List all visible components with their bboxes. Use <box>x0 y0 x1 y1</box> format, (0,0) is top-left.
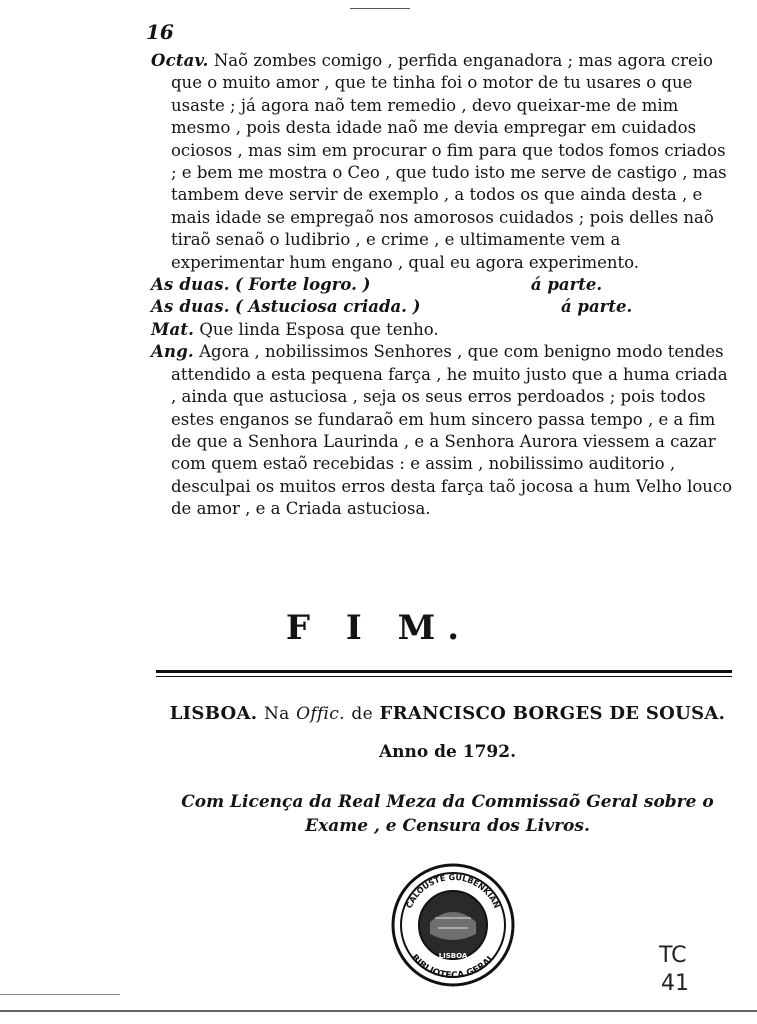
speech-as-duas-1 <box>151 274 736 296</box>
speech-octav <box>151 50 736 274</box>
divider-thin <box>156 676 732 677</box>
divider-thick <box>156 670 732 673</box>
library-stamp-seal <box>390 862 516 988</box>
speech-text: Agora , nobilissimos Senhores , que com benigno modo tendes attendido a esta pequena farça , he muito justo que a huma criada , ainda que astuciosa , seja os seus erros perdoados ; pois todos estes enganos se fundaraõ em hum sincero passa tempo , e a fim de que a Senhora Laurinda , e a Senhora Aurora viessem a cazar com quem estaõ recebidas : e assim , nobilissimo auditorio , desculpai os muitos erros desta farça taõ jocosa a hum Velho louco de amor , e a Criada astuciosa. <box>171 342 733 519</box>
imprint-de: de <box>351 704 373 724</box>
speech-text: ( Forte logro. ) <box>234 275 371 295</box>
stage-direction: á parte. <box>530 275 603 295</box>
page-bottom-edge <box>0 1010 757 1012</box>
stamp-bottom-text: BIBLIOTECA GERAL <box>408 953 498 982</box>
speaker-name: As duas. <box>151 275 230 295</box>
speaker-name: Octav. <box>151 51 209 70</box>
imprint-printer: FRANCISCO BORGES DE SOUSA. <box>379 703 726 724</box>
stamp-top-text: CALOUSTE GULBENKIAN <box>404 872 502 910</box>
imprint-offc: Offic. <box>296 704 345 724</box>
speech-mat <box>151 319 736 341</box>
speech-text: ( Astuciosa criada. ) <box>234 297 421 317</box>
fim-heading: F I M. <box>285 608 472 648</box>
speech-as-duas-2 <box>151 296 736 318</box>
speaker-name: As duas. <box>151 297 230 317</box>
shelfmark-line-2: 41 <box>661 971 689 996</box>
imprint-year: Anno de 1792. <box>378 742 517 762</box>
shelfmark <box>651 938 701 998</box>
top-edge-mark <box>350 0 410 9</box>
stamp-center-text: LISBOA <box>438 952 468 960</box>
edge-scan-mark <box>0 994 120 995</box>
page-number: 16 <box>146 20 174 44</box>
speaker-name: Ang. <box>151 342 194 362</box>
imprint-license: Com Licença da Real Meza da Commissaõ Geral sobre o Exame , e Censura dos Livros. <box>181 792 714 836</box>
speech-ang <box>151 341 736 520</box>
speech-text: Naõ zombes comigo , perfida enganadora ; mas agora creio que o muito amor , que te tinha foi o motor de tu usares o que usaste ; já agora naõ tem remedio , devo queixar-me de mim mesmo , pois desta idade naõ me devia empregar em cuidados ociosos , mas sim em procurar o fim para que todos fomos criados ; e bem me mostra o Ceo , que tudo isto me serve de castigo , mas tambem deve servir de exemplo , a todos os que ainda desta , e mais idade se empregaõ nos amorosos cuidados ; pois delles naõ tiraõ senaõ o ludibrio , e crime , e ultimamente vem a experimentar hum engano , qual eu agora experimento. <box>171 51 727 272</box>
imprint-city: LISBOA. <box>169 703 258 724</box>
speech-text: Que linda Esposa que tenho. <box>199 319 439 339</box>
stage-direction: á parte. <box>560 297 633 317</box>
imprint-printer-line <box>150 703 745 724</box>
imprint-na: Na <box>263 704 290 724</box>
speaker-name: Mat. <box>151 319 195 339</box>
shelfmark-line-1: TC <box>659 943 687 968</box>
play-text <box>151 50 736 521</box>
